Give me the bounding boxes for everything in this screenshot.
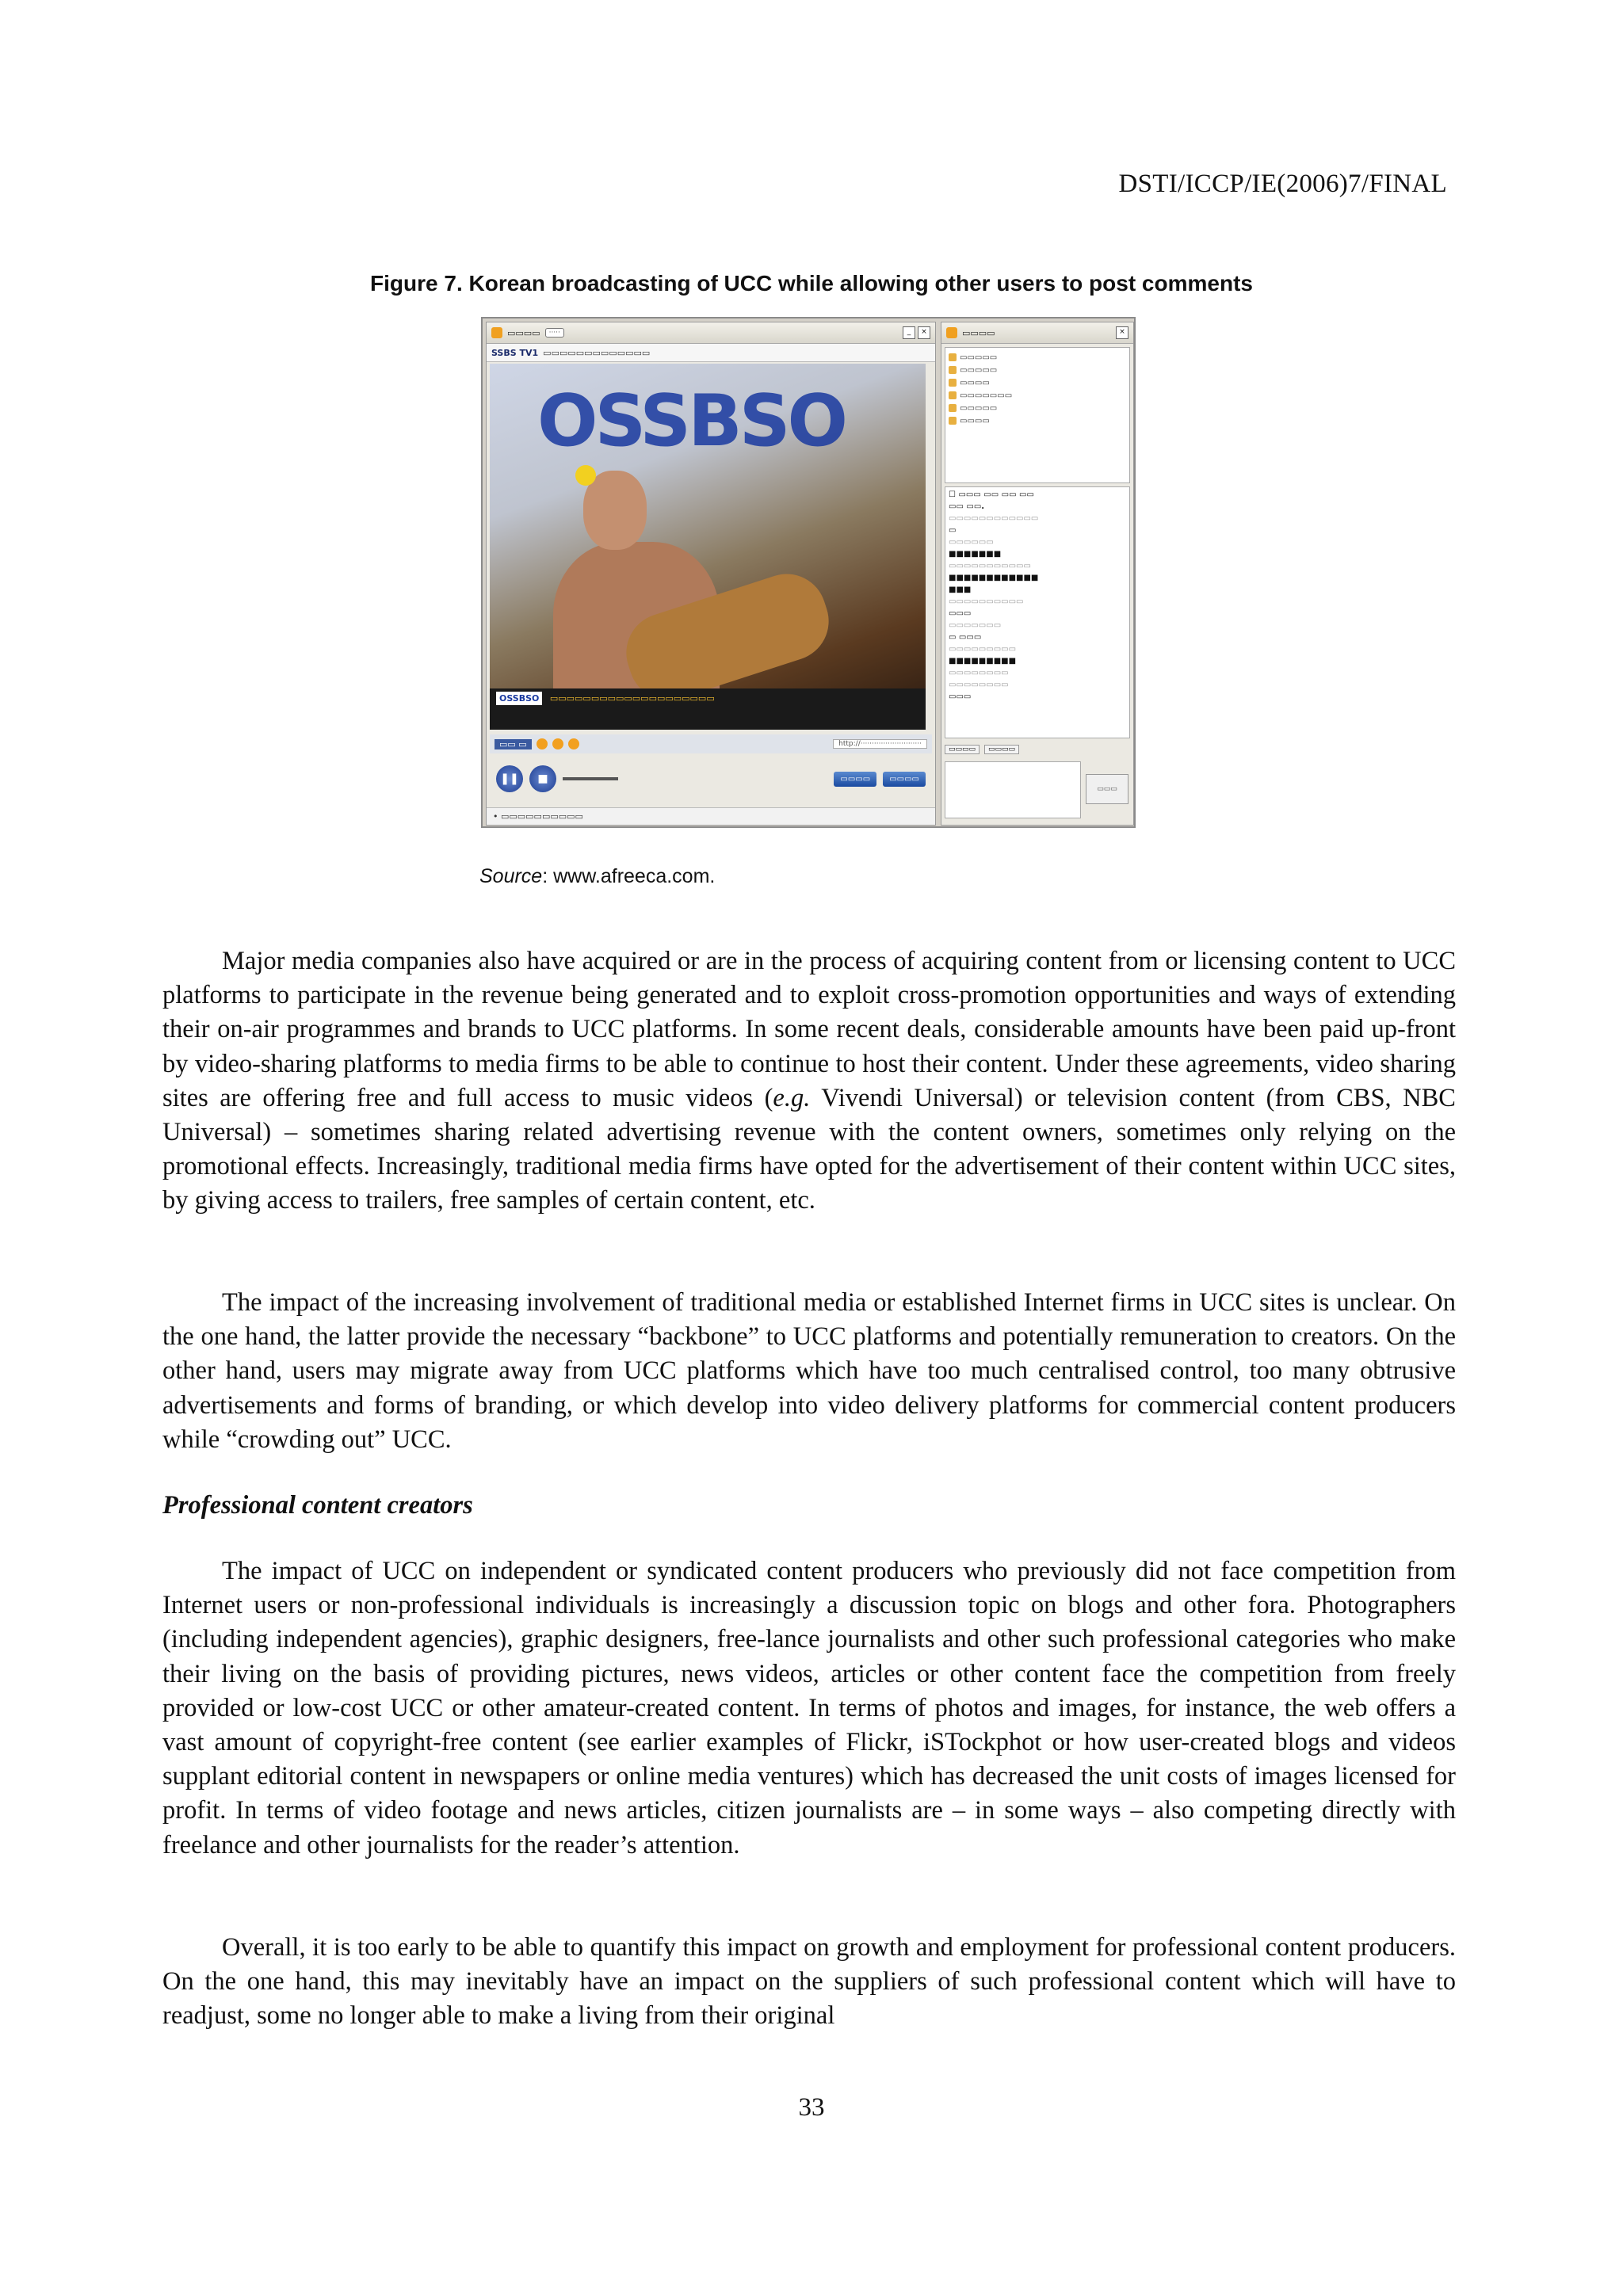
chat-line: ▭▭▭▭▭▭▭▭▭ bbox=[949, 645, 1017, 654]
figure-caption: Figure 7. Korean broadcasting of UCC while allowing other users to post comments bbox=[370, 271, 1253, 296]
user-row: ▭▭▭▭▭ bbox=[949, 364, 1126, 376]
chat-line: ☐ ▭▭▭ ▭▭ ▭▭ ▭▭ bbox=[949, 490, 1034, 499]
user-row: ▭▭▭▭▭ bbox=[949, 351, 1126, 364]
title-pill: ····· bbox=[545, 328, 564, 338]
chat-line: ▭▭▭ bbox=[949, 609, 972, 618]
video-sign-text: OSSBSO bbox=[537, 379, 846, 463]
user-row: ▭▭▭▭ bbox=[949, 376, 1126, 389]
close-icon: × bbox=[918, 326, 930, 339]
chat-window bbox=[941, 322, 1134, 826]
user-icon bbox=[949, 366, 957, 374]
document-code: DSTI/ICCP/IE(2006)7/FINAL bbox=[1118, 170, 1447, 198]
user-icon bbox=[949, 404, 957, 412]
channel-name: SSBS TV1 bbox=[491, 347, 539, 358]
paragraph-text: Vivendi Universal) or television content (from CBS, NBC Universal) – sometimes sharing related advertising revenue with the content owners, sometimes only relying on the promotional effects. Increasingly, traditional media firms have opted for the advertisement of their content within UCC sites, by giving access to trailers, free samples of certain content, etc. bbox=[162, 1083, 1456, 1215]
chat-input bbox=[945, 761, 1081, 818]
volume-slider bbox=[563, 777, 618, 780]
chat-line: ■■■■■■■■■ bbox=[949, 657, 1017, 666]
user-row: ▭▭▭▭▭ bbox=[949, 402, 1126, 414]
chat-line: ■■■■■■■ bbox=[949, 550, 1002, 559]
chat-logo-icon bbox=[946, 327, 957, 338]
user-list bbox=[945, 347, 1130, 483]
app-title-text: ▭▭▭▭ bbox=[507, 327, 540, 338]
url-field: http://··························· bbox=[833, 739, 927, 749]
body-text-1 bbox=[162, 944, 1456, 1219]
chat-title-text: ▭▭▭▭ bbox=[962, 327, 995, 338]
viewer-count-badge: ▭▭ ▭ bbox=[495, 739, 532, 749]
section-heading: Professional content creators bbox=[162, 1491, 473, 1520]
source-url: : www.afreeca.com. bbox=[542, 865, 716, 887]
body-text-4 bbox=[162, 1931, 1456, 2034]
chat-line: ▭▭▭ bbox=[949, 692, 972, 701]
chat-line: ▭▭▭▭▭▭▭▭▭▭ bbox=[949, 597, 1024, 606]
user-icon bbox=[949, 391, 957, 399]
chat-line: ▭▭▭▭▭▭▭▭ bbox=[949, 681, 1009, 689]
chat-line: ▭▭▭▭▭▭▭ bbox=[949, 621, 1002, 630]
chat-line: ▭▭ ▭▭. bbox=[949, 502, 985, 511]
chat-line: ▭▭▭▭▭▭▭▭▭▭▭ bbox=[949, 562, 1031, 570]
section-heading-container bbox=[162, 1489, 1456, 1523]
chat-line: ▭▭▭▭▭▭ bbox=[949, 538, 994, 547]
source-label: Source bbox=[479, 865, 543, 887]
ticker-text: ▭▭▭▭▭▭▭▭▭▭▭▭▭▭▭▭▭▭▭▭ bbox=[549, 693, 715, 704]
stop-icon: ■ bbox=[529, 765, 556, 792]
ticker-bar bbox=[490, 688, 926, 730]
paragraph bbox=[162, 944, 1456, 1219]
chat-line: ▭ ▭▭▭ bbox=[949, 633, 982, 642]
chat-tab: ▭▭▭▭ bbox=[984, 745, 1019, 754]
user-icon bbox=[949, 417, 957, 425]
user-row: ▭▭▭▭ bbox=[949, 414, 1126, 427]
bottom-status: • ▭▭▭▭▭▭▭▭▭▭ bbox=[487, 807, 935, 825]
figure-source bbox=[479, 865, 715, 888]
broadcast-titlebar bbox=[487, 322, 935, 344]
chat-log bbox=[945, 486, 1130, 738]
paragraph: The impact of UCC on independent or syndicated content producers who previously did not face competition from Internet users or non-professional individuals is increasingly a discussion topic on blogs and other fora. Photographers (including independent agencies), graphic designers, free-lance journalists and other such professional categories who make their living on the basis of providing pictures, news videos, articles or other content face the competition from freely provided or low-cost UCC or other amateur-created content. In terms of photos and images, for instance, the web offers a vast amount of copyright-free content (see earlier examples of Flickr, iSTockphot or how user-created blogs and videos supplant editorial content in newspapers or online media ventures) which has decreased the unit costs of images licensed for profit. In terms of video footage and news articles, citizen journalists are – in some ways – also competing directly with freelance and other journalists for the reader’s attention. bbox=[162, 1557, 1456, 1859]
pause-icon: ❚❚ bbox=[496, 765, 523, 792]
viewer-status-bar bbox=[490, 734, 932, 753]
chat-line: ■■■ bbox=[949, 585, 972, 594]
app-logo-icon bbox=[491, 327, 502, 338]
paragraph-italic-text: e.g. bbox=[773, 1083, 811, 1112]
close-icon: × bbox=[1116, 326, 1128, 339]
user-row: ▭▭▭▭▭▭▭ bbox=[949, 389, 1126, 402]
window-controls bbox=[903, 326, 930, 339]
channel-bar bbox=[487, 344, 935, 362]
user-icon bbox=[949, 379, 957, 387]
paragraph: The impact of the increasing involvement of traditional media or established Internet firms in UCC sites is unclear. On the one hand, the latter provide the necessary “backbone” to UCC platforms and potentially remuneration to creators. On the other hand, users may migrate away from UCC platforms which have too much centralised control, too many obtrusive advertisements and forms of branding, or which develop into video delivery platforms for commercial content producers while “crowding out” UCC. bbox=[162, 1288, 1456, 1454]
chat-tabs bbox=[945, 742, 1130, 757]
figure-screenshot bbox=[481, 317, 1136, 828]
ticker-logo: OSSBSO bbox=[496, 692, 542, 705]
chat-titlebar bbox=[941, 322, 1133, 344]
chat-tab: ▭▭▭▭ bbox=[945, 745, 980, 754]
player-controls bbox=[490, 760, 932, 798]
paragraph: Overall, it is too early to be able to quantify this impact on growth and employment for professional content producers. On the one hand, this may inevitably have an impact on the suppliers of such professional content which will have to readjust, some no longer able to make a living from their original bbox=[162, 1933, 1456, 2031]
chat-line: ▭ bbox=[949, 526, 957, 535]
action-button-1: ▭▭▭▭ bbox=[834, 772, 876, 787]
chat-line: ▭▭▭▭▭▭▭▭ bbox=[949, 669, 1009, 677]
emoticon-icon bbox=[537, 738, 548, 749]
broadcast-window bbox=[486, 322, 936, 826]
action-button-2: ▭▭▭▭ bbox=[883, 772, 926, 787]
flower-icon bbox=[575, 465, 596, 486]
chat-window-controls bbox=[1116, 326, 1128, 339]
send-button: ▭▭▭ bbox=[1086, 774, 1128, 804]
emoticon-icon bbox=[568, 738, 579, 749]
chat-line: ▭▭▭▭▭▭▭▭▭▭▭▭ bbox=[949, 514, 1039, 523]
user-icon bbox=[949, 353, 957, 361]
minimize-icon: _ bbox=[903, 326, 915, 339]
body-text-2 bbox=[162, 1286, 1456, 1457]
emoticon-icon bbox=[552, 738, 563, 749]
video-frame bbox=[490, 364, 926, 720]
paragraph-text: Major media companies also have acquired or are in the process of acquiring content from or licensing content to UCC platforms to participate in the revenue being generated and to exploit cross-promotion opportunities and ways of extending their on-air programmes and brands to UCC platforms. In some recent deals, considerable amounts have been paid up-front by video-sharing platforms to media firms to be able to continue to host their content. Under these agreements, video sharing sites are offering free and full access to music videos ( bbox=[162, 947, 1456, 1112]
body-text-3 bbox=[162, 1554, 1456, 1863]
chat-line: ■■■■■■■■■■■■ bbox=[949, 574, 1039, 582]
channel-title: ▭▭▭▭▭▭▭▭▭▭▭▭▭ bbox=[543, 347, 651, 358]
page-number: 33 bbox=[798, 2093, 825, 2122]
